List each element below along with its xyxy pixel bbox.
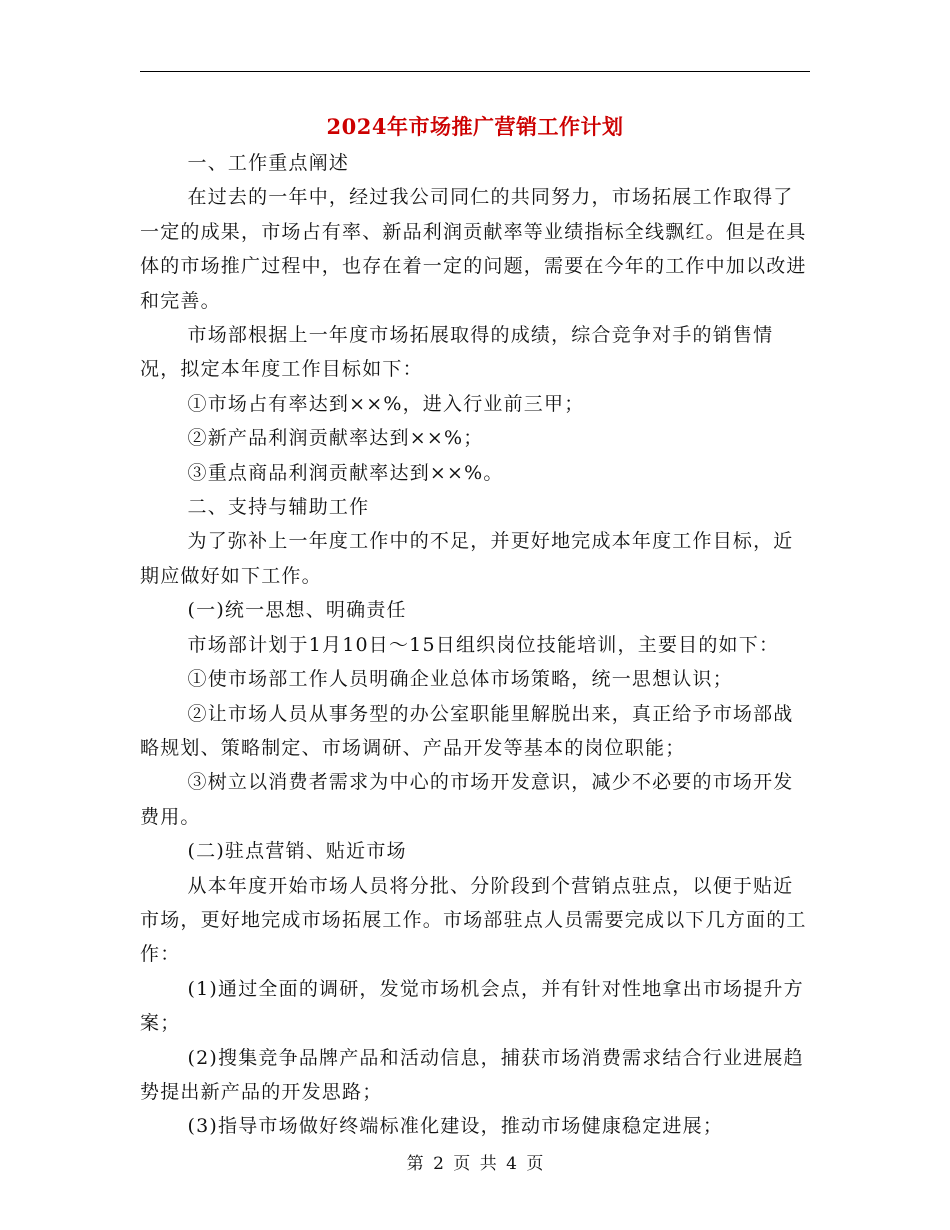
paragraph: 为了弥补上一年度工作中的不足，并更好地完成本年度工作目标，近期应做好如下工作。 <box>140 530 794 587</box>
list-item: (3)指导市场做好终端标准化建设，推动市场健康稳定进展； <box>187 1115 724 1138</box>
section-heading: 二、支持与辅助工作 <box>187 496 370 519</box>
list-item: ②让市场人员从事务型的办公室职能里解脱出来，真正给予市场部战略规划、策略制定、市场调研、产品开发等基本的岗位职能； <box>140 702 794 759</box>
document-title: 2024年市场推广营销工作计划 <box>326 114 624 139</box>
list-item: (1)通过全面的调研，发觉市场机会点，并有针对性地拿出市场提升方案； <box>140 977 804 1035</box>
page-number-footer: 第 2 页 共 4 页 <box>406 1154 544 1174</box>
paragraph: 从本年度开始市场人员将分批、分阶段到个营销点驻点，以便于贴近市场，更好地完成市场拓展工作。市场部驻点人员需要完成以下几方面的工作： <box>140 874 807 966</box>
paragraph: 市场部计划于1月10日～15日组织岗位技能培训，主要目的如下： <box>187 633 780 656</box>
list-item: ②新产品利润贡献率达到××%； <box>187 427 484 450</box>
list-item: (2)搜集竞争品牌产品和活动信息，捕获市场消费需求结合行业进展趋势提出新产品的开发思路； <box>140 1046 804 1103</box>
header-rule <box>140 71 810 72</box>
subsection-heading: (一)统一思想、明确责任 <box>187 599 407 622</box>
list-item: ①市场占有率达到××%，进入行业前三甲； <box>187 392 585 415</box>
list-item: ①使市场部工作人员明确企业总体市场策略，统一思想认识； <box>187 668 733 691</box>
list-item: ③重点商品利润贡献率达到××%。 <box>187 461 504 484</box>
list-item: ③树立以消费者需求为中心的市场开发意识，减少不必要的市场开发费用。 <box>140 771 794 828</box>
document-body <box>140 146 810 1144</box>
paragraph: 在过去的一年中，经过我公司同仁的共同努力，市场拓展工作取得了一定的成果，市场占有率、新品利润贡献率等业绩指标全线飘红。但是在具体的市场推广过程中，也存在着一定的问题，需要在今年的工作中加以改进和完善。 <box>140 186 807 312</box>
subsection-heading: (二)驻点营销、贴近市场 <box>187 840 407 863</box>
section-heading: 一、工作重点阐述 <box>187 152 350 174</box>
paragraph: 市场部根据上一年度市场拓展取得的成绩，综合竞争对手的销售情况，拟定本年度工作目标如下： <box>140 324 774 381</box>
